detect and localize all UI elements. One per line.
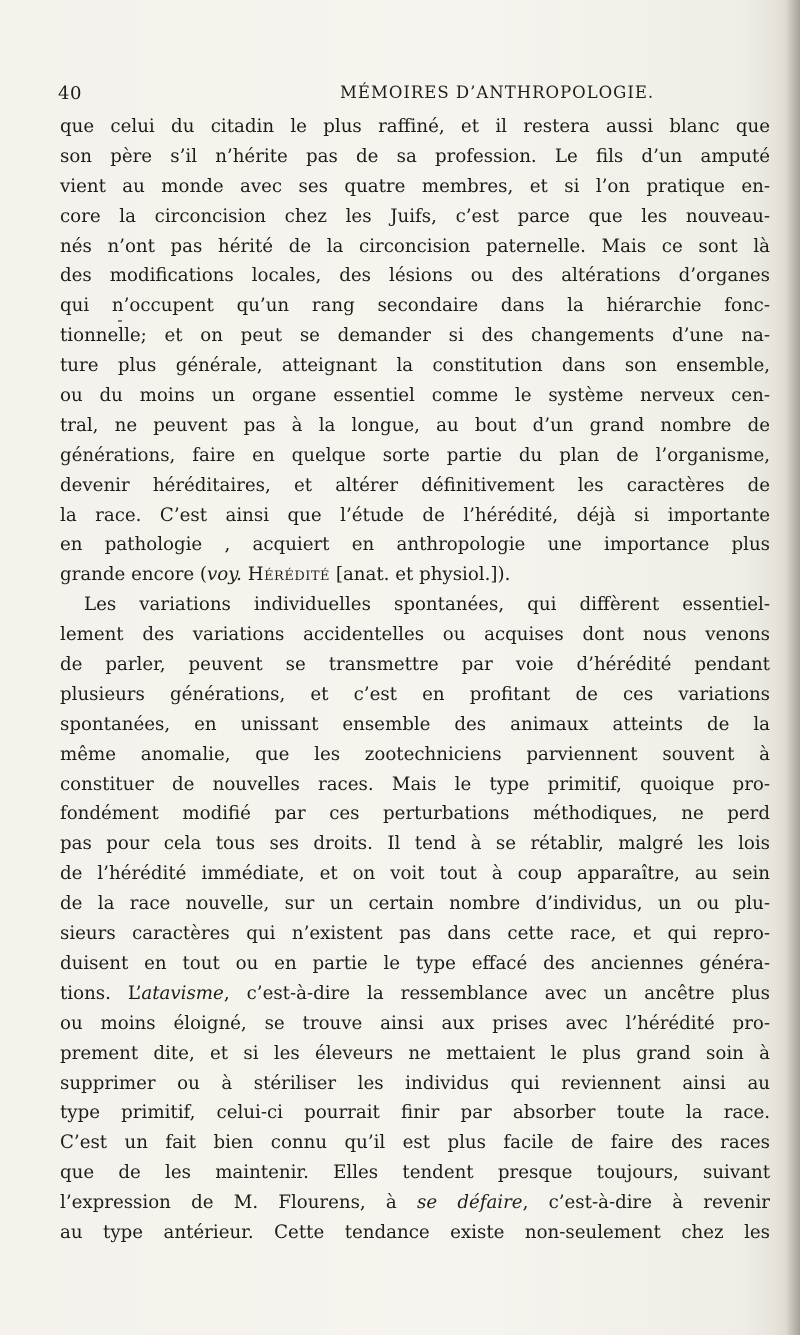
body-text [60, 112, 770, 1248]
text-line: fondément modifié par ces perturbations méthodiques, ne perd [60, 803, 770, 825]
italic-voy: voy. [207, 564, 242, 586]
text-line: devenir héréditaires, et altérer définitivement les caractères de [60, 474, 770, 496]
text-line: supprimer ou à stériliser les individus qui reviennent ainsi au [60, 1072, 770, 1094]
text-line: plusieurs générations, et c’est en profitant de ces variations [60, 683, 770, 705]
text-line: en pathologie , acquiert en anthropologie une importance plus [60, 534, 770, 556]
page-number: 40 [58, 83, 82, 104]
text-line: spontanées, en unissant ensemble des animaux atteints de la [60, 713, 770, 735]
text-line [60, 979, 770, 1009]
text-line: de parler, peuvent se transmettre par voie d’hérédité pendant [60, 654, 770, 676]
text-line: tral, ne peuvent pas à la longue, au bout d’un grand nombre de [60, 414, 770, 436]
text-line: générations, faire en quelque sorte partie du plan de l’organisme, [60, 444, 770, 466]
text-line: que de les maintenir. Elles tendent presque toujours, suivant [60, 1162, 770, 1184]
text-run: l’expression de M. Flourens, à [60, 1192, 417, 1214]
text-line: qui n’occupent qu’un rang secondaire dans la hiérarchie fonc- [60, 295, 770, 317]
running-title: MÉMOIRES D’ANTHROPOLOGIE. [340, 83, 655, 102]
text-line: ture plus générale, atteignant la constitution dans son ensemble, [60, 355, 770, 377]
text-line: nés n’ont pas hérité de la circoncision paternelle. Mais ce sont là [60, 235, 770, 257]
text-line: la race. C’est ainsi que l’étude de l’hérédité, déjà si importante [60, 504, 770, 526]
text-line-paragraph-end [60, 560, 770, 590]
italic-se-defaire: se défaire [417, 1192, 523, 1214]
text-line: duisent en tout ou en partie le type effacé des anciennes généra- [60, 952, 770, 974]
text-line: constituer de nouvelles races. Mais le type primitif, quoique pro- [60, 773, 770, 795]
text-line: de la race nouvelle, sur un certain nombre d’individus, un ou plu- [60, 893, 770, 915]
text-line: des modifications locales, des lésions ou des altérations d’organes [60, 265, 770, 287]
text-run: tions. L’ [60, 982, 142, 1004]
text-line: même anomalie, que les zootechniciens parviennent souvent à [60, 743, 770, 765]
text-line: au type antérieur. Cette tendance existe non-seulement chez les [60, 1221, 770, 1243]
text-line: que celui du citadin le plus raffiné, et il restera aussi blanc que [60, 116, 770, 137]
text-line: de l’hérédité immédiate, et on voit tout à coup apparaître, au sein [60, 863, 770, 885]
text-line: sieurs caractères qui n’existent pas dans cette race, et qui repro- [60, 923, 770, 945]
text-line: vient au monde avec ses quatre membres, et si l’on pratique en- [60, 175, 770, 197]
text-line: lement des variations accidentelles ou acquises dont nous venons [60, 624, 770, 646]
text-line: prement dite, et si les éleveurs ne mettaient le plus grand soin à [60, 1042, 770, 1064]
text-run: grande encore ( [60, 564, 208, 586]
italic-atavisme: atavisme [141, 982, 224, 1004]
text-line: core la circoncision chez les Juifs, c’est parce que les nouveau- [60, 205, 770, 227]
text-line: ou du moins un organe essentiel comme le système nerveux cen- [60, 385, 770, 407]
text-run: , c’est-à-dire la ressemblance avec un ancêtre plus [223, 982, 770, 1004]
text-line: son père s’il n’hérite pas de sa profession. Le fils d’un amputé [60, 145, 770, 167]
text-line: C’est un fait bien connu qu’il est plus facile de faire des races [60, 1132, 770, 1154]
page-header [0, 83, 800, 105]
text-line: type primitif, celui-ci pourrait finir par absorber toute la race. [60, 1102, 770, 1124]
text-line: tionnelle; et on peut se demander si des changements d’une na- [60, 325, 770, 347]
text-line: pas pour cela tous ses droits. Il tend à se rétablir, malgré les lois [60, 833, 770, 855]
text-line [60, 1188, 770, 1218]
text-line-paragraph-start: Les variations individuelles spontanées, qui diffèrent essentiel- [84, 594, 770, 616]
cross-reference-heredite: Hérédité [247, 564, 331, 586]
page-edge-shadow [786, 0, 800, 1335]
text-run: , c’est-à-dire à revenir [522, 1192, 770, 1214]
text-run: [anat. et physiol.]). [330, 564, 511, 586]
text-line: ou moins éloigné, se trouve ainsi aux prises avec l’hérédité pro- [60, 1012, 770, 1034]
